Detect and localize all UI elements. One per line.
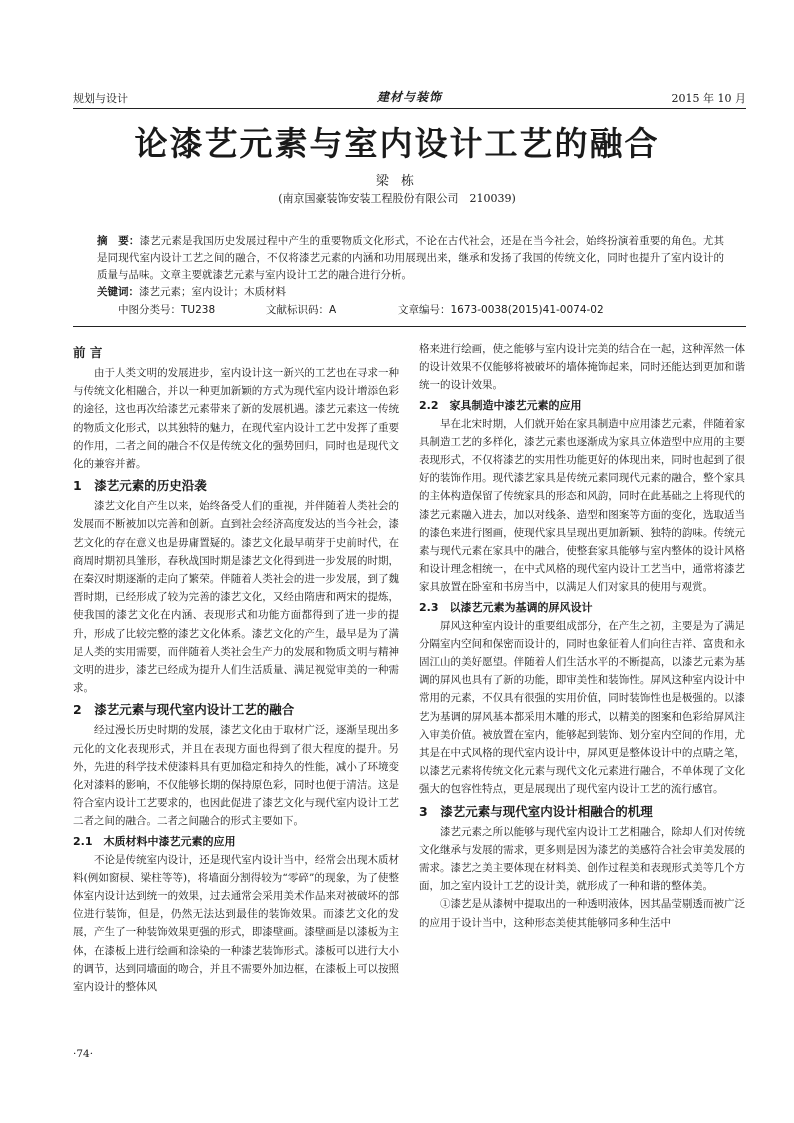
abstract-text: 漆艺元素是我国历史发展过程中产生的重要物质文化形式，不论在古代社会，还是在当今社会，始终扮演着重要的角色。尤其是同现代室内设计工艺之间的融合，不仅将漆艺元素的内涵和功用展现出来，继承和发扬了我国的传统文化，同时也提升了室内设计的质量与品味。文章主要就漆艺元素与室内设计工艺的融合进行分析。 xyxy=(97,235,725,281)
abstract-block xyxy=(97,233,724,301)
section-2-1-heading: 2.1 木质材料中漆艺元素的应用 xyxy=(73,834,236,848)
header-date: 2015 年 10 月 xyxy=(671,92,746,105)
preface-heading: 前 言 xyxy=(73,345,103,360)
right-column xyxy=(419,340,745,932)
section-3-paragraph-1: 漆艺元素之所以能够与现代室内设计工艺相融合，除却人们对传统文化继承与发展的需求，更多则是因为漆艺的美感符合社会审美发展的需求。漆艺之美主要体现在材料美、创作过程美和表现形式美等几个方面，加之室内设计工艺的设计美，就形成了一种和谐的整体美。 xyxy=(419,825,745,893)
section-2-paragraph: 经过漫长历史时期的发展，漆艺文化由于取材广泛，逐渐呈现出多元化的文化表现形式，并且在表现方面也得到了很大程度的提升。另外，先进的科学技术使漆料具有更加稳定和持久的性能，减小了环境变化对漆料的影响，不仅能够长期的保持原色彩，同时也便于清洁。这是符合室内设计工艺要求的，也因此促进了漆艺文化与现代室内设计工艺二者之间的融合。二者之间融合的形式主要如下。 xyxy=(73,724,399,828)
author-name: 梁 栋 xyxy=(375,174,419,189)
section-2-2-paragraph: 早在北宋时期，人们就开始在家具制造中应用漆艺元素，伴随着家具制造工艺的多样化，漆艺元素也逐渐成为家具立体造型中应用的主要表现形式，不仅将漆艺的实用性功能更好的体现出来，同时也起到了很好的装饰作用。现代漆艺家具是传统元素同现代元素的融合，整个家具的主体构造保留了传统家具的形态和风韵，同时在此基础之上将现代的漆艺元素融入进去，加以对线条、造型和图案等方面的变化，选取适当的漆色来进行图画，使现代家具呈现出更加新颖、独特的韵味。传统元素与现代元素在家具中的融合，使整套家具能够与室内整体的设计风格和设计理念相统一，在中式风格的现代室内设计工艺当中，通常将漆艺家具放置在卧室和书房当中，以满足人们对家具的使用与观赏。 xyxy=(419,417,745,594)
document-code: 文献标识码：A xyxy=(266,304,337,316)
section-1-heading: 1 漆艺元素的历史沿袭 xyxy=(73,478,207,494)
section-2-3-paragraph: 屏风这种室内设计的重要组成部分，在产生之初，主要是为了满足分隔室内空间和保密而设计的，同时也象征着人们向往吉祥、富贵和永固江山的美好愿望。伴随着人们生活水平的不断提高，以漆艺元素为基调的屏风也具有了新的功能，即审美性和装饰性。屏风这种室内设计中常用的元素，不仅具有很强的实用价值，同时装饰性也是极强的。以漆艺为基调的屏风基本都采用木雕的形式，以精美的图案和色彩给屏风注入审美价值。被放置在室内，能够起到装饰、划分室内空间的作用，尤其是在中式风格的现代室内设计中，屏风更是整体设计中的点睛之笔，以漆艺元素将传统文化元素与现代文化元素进行融合，不单体现了文化强大的包容性特点，更是展现出了现代室内设计工艺的流行感官。 xyxy=(419,619,745,796)
article-number: 文章编号：1673-0038(2015)41-0074-02 xyxy=(398,304,604,316)
keywords-label: 关键词： xyxy=(97,286,139,298)
section-2-1-paragraph: 不论是传统室内设计，还是现代室内设计当中，经常会出现木质材料(例如窗棂、梁柱等等)，将墙面分割得较为“零碎”的现象，为了使整体室内设计达到统一的效果，过去通常会采用美术作品来对被破坏的部位进行装饰，但是，仍然无法达到最佳的装饰效果。而漆艺文化的发展，产生了一种装饰效果更强的形式，即漆壁画。漆壁画是以漆板为主体，在漆板上进行绘画和涂染的一种漆艺装饰形式。漆板可以进行大小的调节，达到同墙面的吻合，并且不需要外加边框，在漆板上可以按照室内设计的整体风 xyxy=(73,853,399,994)
running-header xyxy=(73,88,746,108)
section-2-heading: 2 漆艺元素与现代室内设计工艺的融合 xyxy=(73,702,295,718)
author-affiliation: (南京国豪装饰安装工程股份有限公司 210039) xyxy=(278,192,516,205)
abstract-label: 摘 要： xyxy=(97,235,140,247)
journal-name: 建材与装饰 xyxy=(376,90,442,104)
page-number: ·74· xyxy=(73,1048,94,1060)
section-2-2-heading: 2.2 家具制造中漆艺元素的应用 xyxy=(419,398,582,412)
keywords-text: 漆艺元素；室内设计；木质材料 xyxy=(139,286,286,298)
header-section-label: 规划与设计 xyxy=(73,92,128,105)
section-1-paragraph: 漆艺文化自产生以来，始终备受人们的重视，并伴随着人类社会的发展而不断被加以完善和创新。直到社会经济高度发达的当今社会，漆艺文化的存在意义也是毋庸置疑的。漆艺文化最早萌芽于史前时代，在商周时期初具雏形，春秋战国时期是漆艺文化得到进一步发展的时期，在秦汉时期逐渐的走向了繁荣。伴随着人类社会的进一步发展，到了魏晋时期，已经形成了较为完善的漆艺文化，又经由隋唐和两宋的提炼，使我国的漆艺文化在内涵、表现形式和功能方面都得到了进一步的提升，形成了比较完整的漆艺文化体系。漆艺文化的产生，最早是为了满足人类的实用需要，而伴随着人类社会生产力的发展和物质文明与精神文明的进步，漆艺已经成为提升人们生活质量、满足视觉审美的一种需求。 xyxy=(73,500,399,695)
abstract-paragraph xyxy=(97,233,724,284)
section-2-1-continuation: 格来进行绘画，使之能够与室内设计完美的结合在一起，这种浑然一体的设计效果不仅能够将被破坏的墙体掩饰起来，同时还能达到更加和谐统一的设计效果。 xyxy=(419,343,745,392)
section-2-3-heading: 2.3 以漆艺元素为基调的屏风设计 xyxy=(419,600,593,614)
header-rule xyxy=(73,108,746,109)
left-column xyxy=(73,340,399,996)
clc-number: 中图分类号：TU238 xyxy=(118,304,216,316)
section-3-paragraph-2: ①漆艺是从漆树中提取出的一种透明液体，因其晶莹剔透而被广泛的应用于设计当中，这种形态美使其能够同多种生活中 xyxy=(419,898,745,929)
preface-paragraph: 由于人类文明的发展进步，室内设计这一新兴的工艺也在寻求一种与传统文化相融合，并以一种更加新颖的方式为现代室内设计增添色彩的途径，这也再次给漆艺元素带来了新的发展机遇。漆艺元素这一传统的物质文化形式，以其独特的魅力，在现代室内设计工艺中发挥了重要的作用，二者之间的融合不仅是传统文化的强势回归，同时也是现代文化的兼容并蓄。 xyxy=(73,367,399,471)
abstract-rule xyxy=(73,326,746,327)
article-title: 论漆艺元素与室内设计工艺的融合 xyxy=(134,124,660,163)
section-3-heading: 3 漆艺元素与现代室内设计相融合的机理 xyxy=(419,803,653,819)
keywords-line xyxy=(97,284,724,301)
